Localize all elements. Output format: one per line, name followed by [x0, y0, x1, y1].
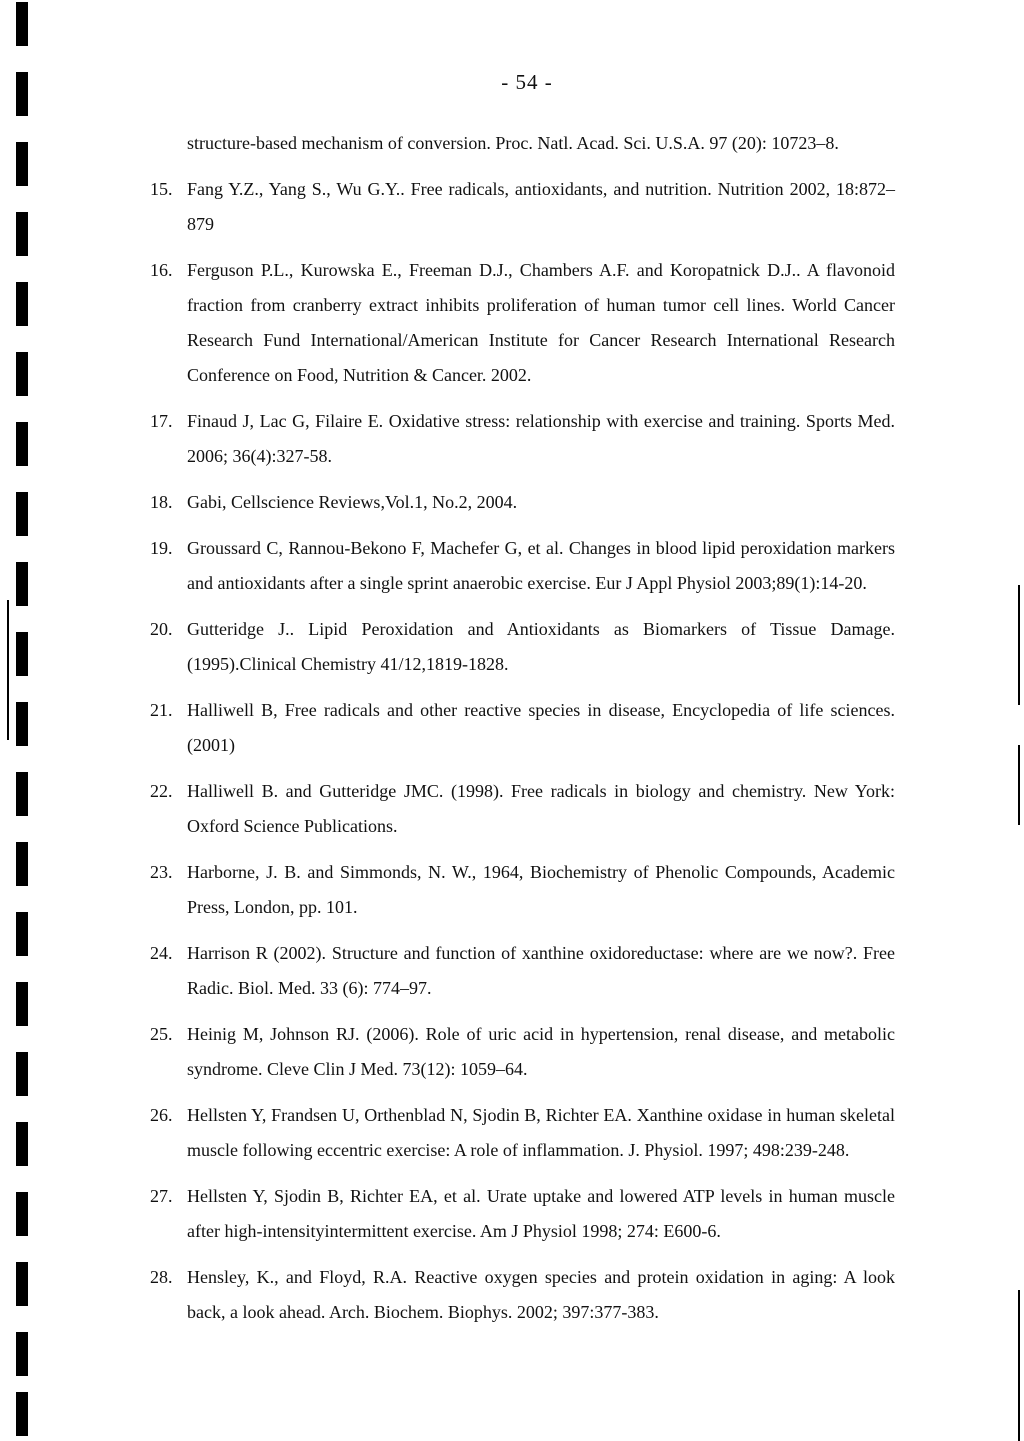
reference-item	[150, 172, 895, 242]
scan-edge-line	[7, 600, 9, 740]
binder-mark	[16, 492, 28, 536]
binder-mark	[16, 2, 28, 46]
reference-text: Finaud J, Lac G, Filaire E. Oxidative stress: relationship with exercise and training. Sports Med. 2006; 36(4):327-58.	[187, 411, 895, 466]
reference-text: Harrison R (2002). Structure and function of xanthine oxidoreductase: where are we now?. Free Radic. Biol. Med. 33 (6): 774–97.	[187, 943, 895, 998]
reference-number: 21.	[150, 700, 173, 720]
reference-number: 25.	[150, 1024, 173, 1044]
reference-text: Gutteridge J.. Lipid Peroxidation and Antioxidants as Biomarkers of Tissue Damage. (1995).Clinical Chemistry 41/12,1819-1828.	[187, 619, 895, 674]
page-number: - 54 -	[501, 70, 553, 94]
reference-text: Fang Y.Z., Yang S., Wu G.Y.. Free radicals, antioxidants, and nutrition. Nutrition 2002, 18:872–879	[187, 179, 895, 234]
binder-mark	[16, 282, 28, 326]
reference-number: 26.	[150, 1105, 173, 1125]
reference-text: Harborne, J. B. and Simmonds, N. W., 1964, Biochemistry of Phenolic Compounds, Academic Press, London, pp. 101.	[187, 862, 895, 917]
reference-item	[150, 612, 895, 682]
reference-item	[150, 1098, 895, 1168]
binder-mark	[16, 1392, 28, 1436]
reference-list	[150, 126, 895, 1341]
binder-mark	[16, 1262, 28, 1306]
reference-item	[150, 253, 895, 393]
reference-number: 24.	[150, 943, 173, 963]
reference-item	[150, 936, 895, 1006]
reference-item	[150, 485, 895, 520]
binder-mark	[16, 212, 28, 256]
binder-mark	[16, 842, 28, 886]
binder-mark	[16, 352, 28, 396]
binder-mark	[16, 702, 28, 746]
binder-mark	[16, 562, 28, 606]
reference-number: 23.	[150, 862, 173, 882]
binder-mark	[16, 772, 28, 816]
reference-text: Hellsten Y, Sjodin B, Richter EA, et al. Urate uptake and lowered ATP levels in human muscle after high-intensityintermittent exercise. Am J Physiol 1998; 274: E600-6.	[187, 1186, 895, 1241]
reference-item	[150, 1017, 895, 1087]
reference-item	[150, 855, 895, 925]
reference-number: 19.	[150, 538, 173, 558]
reference-text: Halliwell B, Free radicals and other reactive species in disease, Encyclopedia of life sciences. (2001)	[187, 700, 895, 755]
reference-text: Groussard C, Rannou-Bekono F, Machefer G, et al. Changes in blood lipid peroxidation markers and antioxidants after a single sprint anaerobic exercise. Eur J Appl Physiol 2003;89(1):14-20.	[187, 538, 895, 593]
reference-item	[150, 1179, 895, 1249]
binder-mark	[16, 1192, 28, 1236]
reference-number: 15.	[150, 179, 173, 199]
scan-edge-line	[1018, 1290, 1020, 1441]
reference-item	[150, 404, 895, 474]
reference-number: 17.	[150, 411, 173, 431]
reference-number: 28.	[150, 1267, 173, 1287]
reference-number: 16.	[150, 260, 173, 280]
reference-item	[150, 531, 895, 601]
reference-item	[150, 774, 895, 844]
binder-mark	[16, 632, 28, 676]
reference-item	[150, 1260, 895, 1330]
reference-number: 27.	[150, 1186, 173, 1206]
binder-mark	[16, 1052, 28, 1096]
binder-mark	[16, 912, 28, 956]
binder-marks	[16, 0, 30, 1441]
reference-number: 22.	[150, 781, 173, 801]
reference-item	[150, 126, 895, 161]
reference-number: 18.	[150, 492, 173, 512]
reference-text: Gabi, Cellscience Reviews,Vol.1, No.2, 2004.	[187, 492, 518, 512]
reference-number: 20.	[150, 619, 173, 639]
reference-text: Halliwell B. and Gutteridge JMC. (1998). Free radicals in biology and chemistry. New York: Oxford Science Publications.	[187, 781, 895, 836]
binder-mark	[16, 142, 28, 186]
reference-text: Heinig M, Johnson RJ. (2006). Role of uric acid in hypertension, renal disease, and metabolic syndrome. Cleve Clin J Med. 73(12): 1059–64.	[187, 1024, 895, 1079]
reference-number	[150, 126, 187, 161]
reference-item	[150, 693, 895, 763]
reference-text: Hellsten Y, Frandsen U, Orthenblad N, Sjodin B, Richter EA. Xanthine oxidase in human skeletal muscle following eccentric exercise: A role of inflammation. J. Physiol. 1997; 498:239-248.	[187, 1105, 895, 1160]
binder-mark	[16, 1332, 28, 1376]
reference-text: structure-based mechanism of conversion. Proc. Natl. Acad. Sci. U.S.A. 97 (20): 10723–8.	[187, 133, 839, 153]
reference-text: Hensley, K., and Floyd, R.A. Reactive oxygen species and protein oxidation in aging: A look back, a look ahead. Arch. Biochem. Biophys. 2002; 397:377-383.	[187, 1267, 895, 1322]
scan-edge-line	[1018, 745, 1020, 825]
binder-mark	[16, 422, 28, 466]
scan-edge-line	[1018, 585, 1020, 705]
binder-mark	[16, 982, 28, 1026]
binder-mark	[16, 1122, 28, 1166]
reference-text: Ferguson P.L., Kurowska E., Freeman D.J., Chambers A.F. and Koropatnick D.J.. A flavonoid fraction from cranberry extract inhibits proliferation of human tumor cell lines. World Cancer Research Fund International/American Institute for Cancer Research International Research Conference on Food, Nutrition & Cancer. 2002.	[187, 260, 895, 385]
